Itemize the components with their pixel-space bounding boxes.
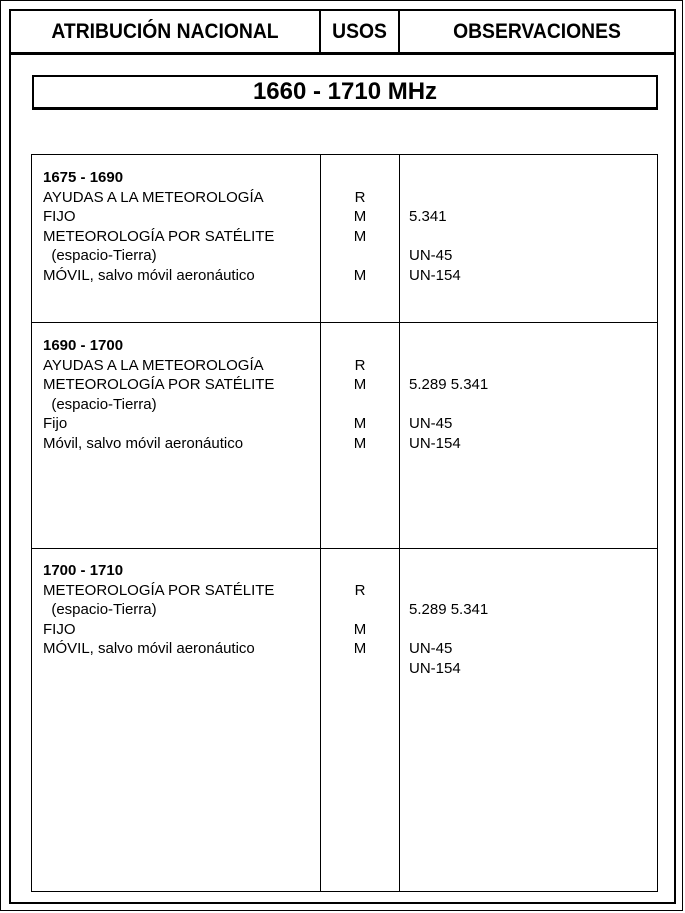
observacion — [409, 620, 649, 640]
row-divider — [32, 322, 657, 323]
service: MÓVIL, salvo móvil aeronáutico — [43, 640, 255, 657]
usos-cell — [321, 188, 399, 286]
uso: R — [354, 188, 366, 206]
service: (espacio-Tierra) — [43, 247, 157, 264]
uso: M — [353, 640, 367, 657]
header-observaciones: OBSERVACIONES — [453, 19, 621, 43]
observaciones-cell — [409, 356, 649, 454]
uso: M — [353, 208, 367, 225]
observacion — [409, 188, 649, 208]
uso: R — [354, 356, 366, 374]
header-divider — [319, 11, 321, 52]
header-usos: USOS — [332, 19, 387, 43]
uso: M — [353, 227, 367, 245]
allocation-table — [31, 154, 658, 892]
column-divider — [399, 155, 400, 891]
observacion: UN-45 — [409, 415, 453, 432]
usos-cell — [321, 581, 399, 659]
frequency-range: 1700 - 1710 — [43, 562, 124, 579]
table-header — [11, 11, 674, 55]
frequency-range: 1675 - 1690 — [43, 169, 124, 186]
table-row — [43, 561, 318, 659]
service: FIJO — [43, 620, 76, 638]
uso: M — [353, 434, 367, 452]
observacion — [409, 356, 649, 376]
service: Móvil, salvo móvil aeronáutico — [43, 434, 244, 452]
observacion: UN-154 — [409, 434, 461, 452]
uso: M — [353, 415, 367, 432]
table-row — [43, 168, 318, 285]
observaciones-cell — [409, 188, 649, 286]
uso — [321, 600, 399, 620]
service: MÓVIL, salvo móvil aeronáutico — [43, 266, 255, 284]
row-divider — [32, 548, 657, 549]
observacion: UN-45 — [409, 640, 453, 657]
service: FIJO — [43, 208, 76, 225]
service: METEOROLOGÍA POR SATÉLITE — [43, 376, 275, 393]
service: AYUDAS A LA METEOROLOGÍA — [43, 188, 264, 206]
observacion: 5.341 — [409, 208, 447, 225]
uso — [321, 246, 399, 266]
uso: R — [354, 581, 366, 599]
observacion: UN-45 — [409, 247, 453, 264]
header-divider — [398, 11, 400, 52]
uso — [321, 395, 399, 415]
observacion — [409, 581, 649, 601]
table-row — [43, 336, 318, 453]
band-title: 1660 - 1710 MHz — [32, 75, 658, 109]
service: Fijo — [43, 415, 68, 432]
observacion: UN-154 — [409, 266, 461, 284]
observacion: 5.289 5.341 — [409, 601, 489, 618]
usos-cell — [321, 356, 399, 454]
service: METEOROLOGÍA POR SATÉLITE — [43, 227, 275, 245]
uso: M — [353, 620, 367, 638]
observacion — [409, 395, 649, 415]
frequency-range: 1690 - 1700 — [43, 337, 124, 354]
uso: M — [353, 266, 367, 284]
service: METEOROLOGÍA POR SATÉLITE — [43, 581, 275, 599]
observacion — [409, 227, 649, 247]
observaciones-cell — [409, 581, 649, 679]
observacion: 5.289 5.341 — [409, 376, 489, 393]
header-atribucion: ATRIBUCIÓN NACIONAL — [51, 19, 279, 43]
service: (espacio-Tierra) — [43, 601, 157, 618]
service: AYUDAS A LA METEOROLOGÍA — [43, 356, 264, 374]
service: (espacio-Tierra) — [43, 395, 157, 413]
uso: M — [353, 376, 367, 393]
observacion: UN-154 — [409, 659, 461, 677]
